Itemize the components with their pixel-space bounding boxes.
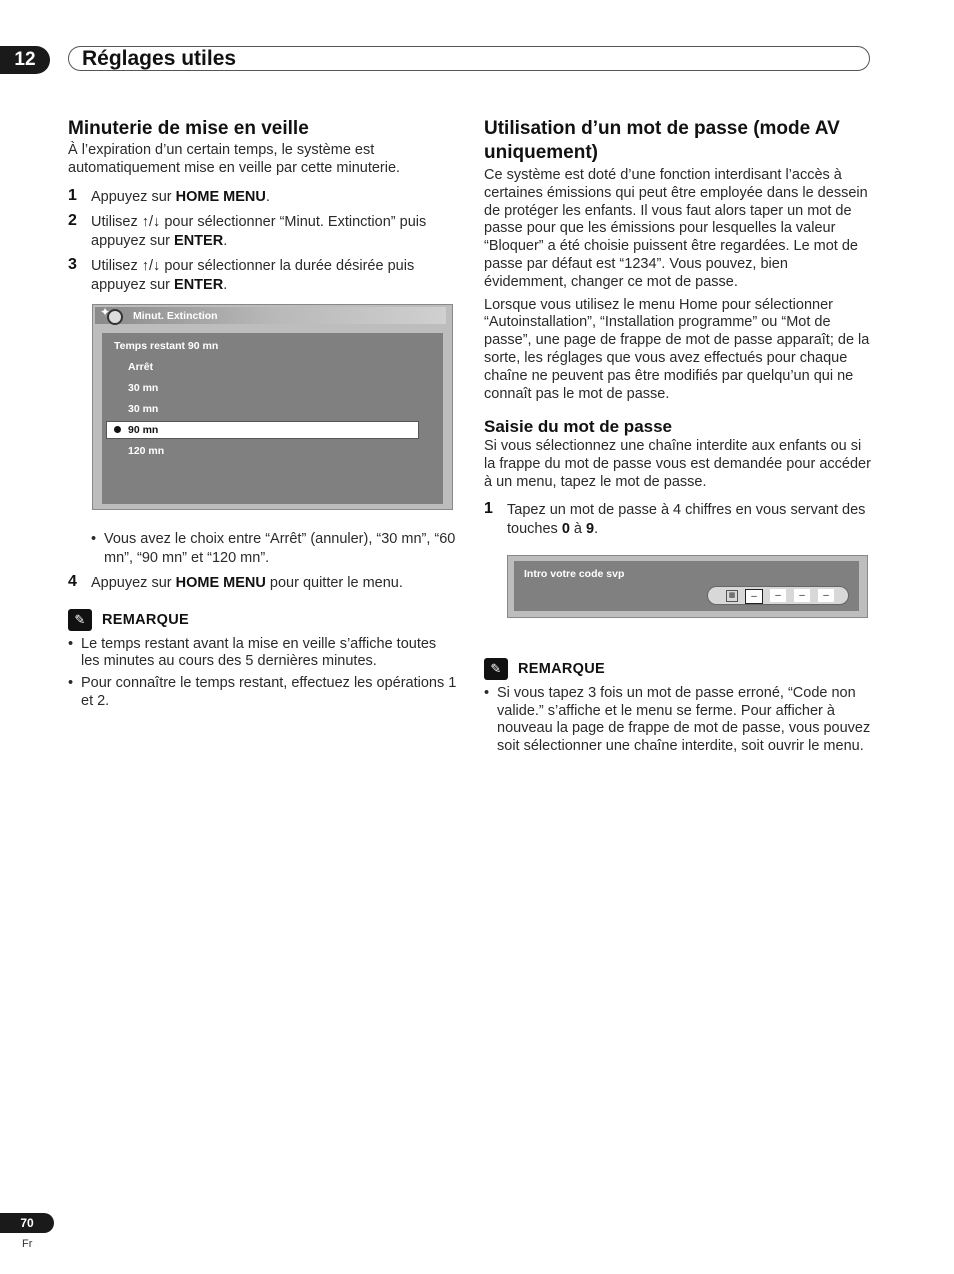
remark-text: Si vous tapez 3 fois un mot de passe erroné, “Code non valide.” s’affiche et le menu se ferme. Pour afficher à nouveau la page de frappe de mot de passe, vous pouvez soit sélectionner une chaîne interdite, soit ouvrir le menu. (497, 684, 871, 755)
step-key: 9 (586, 520, 595, 537)
step-key: ENTER (174, 232, 224, 249)
option-off[interactable]: Arrêt (128, 360, 154, 373)
right-column (484, 117, 874, 756)
step-text-mid: à (569, 520, 587, 537)
choice-bullet (91, 530, 458, 568)
chapter-number: 12 (0, 46, 50, 74)
bullet-text: Vous avez le choix entre “Arrêt” (annuler), “30 mn”, “60 mn”, “90 mn” et “120 mn”. (104, 530, 456, 566)
step-number: 2 (68, 211, 77, 229)
step-text: Utilisez ↑/↓ pour sélectionner “Minut. Extinction” puis appuyez sur (91, 213, 427, 249)
remaining-time: Temps restant 90 mn (114, 339, 219, 352)
remark-label: REMARQUE (102, 611, 189, 628)
remark-item (68, 636, 458, 672)
password-screen (507, 555, 868, 618)
remark-header (68, 609, 458, 631)
section-heading-timer: Minuterie de mise en veille (68, 118, 309, 139)
digit-box-1[interactable]: – (745, 589, 763, 604)
step-text: Tapez un mot de passe à 4 chiffres en vous servant des touches (507, 501, 866, 537)
digit-box-4[interactable]: – (818, 589, 834, 602)
step-key: HOME MENU (175, 188, 266, 205)
sparkle-icon: ✦ (100, 304, 111, 319)
digit-box-3[interactable]: – (794, 589, 810, 602)
remark-text: Pour connaître le temps restant, effectuez les opérations 1 et 2. (81, 675, 457, 709)
step-text-end: . (265, 188, 270, 205)
step-number: 3 (68, 255, 77, 273)
password-input[interactable] (707, 586, 849, 605)
step-text: Appuyez sur (91, 188, 176, 205)
remark-item (68, 675, 458, 711)
step-key: ENTER (174, 276, 224, 293)
step-text-end: pour quitter le menu. (265, 574, 403, 591)
step-number: 1 (484, 499, 493, 517)
step-key: HOME MENU (175, 574, 266, 591)
digit-box-2[interactable]: – (770, 589, 786, 602)
option-30[interactable]: 30 mn (128, 381, 159, 394)
left-column (68, 117, 458, 711)
step-1 (68, 188, 458, 207)
note-pencil-icon: ✎ (68, 609, 92, 631)
step-text-end: . (594, 520, 599, 537)
step-2 (68, 213, 458, 251)
password-para-2: Lorsque vous utilisez le menu Home pour sélectionner “Autoinstallation”, “Installation programme” ou “Mot de passe”, une page de frappe de mot de passe apparaît; de la sorte, les réglages que vous avez effectués pour chaque chaîne ne peuvent pas être modifiés par quelqu’un qui ne connaît pas le mot de passe. (484, 296, 870, 402)
section-heading-password: Utilisation d’un mot de passe (mode AV uniquement) (484, 118, 840, 163)
page-number: 70 (0, 1213, 54, 1233)
step-3 (68, 257, 458, 295)
screen-panel (102, 333, 443, 504)
remark-item (484, 685, 874, 756)
step-text: Appuyez sur (91, 574, 176, 591)
option-120[interactable]: 120 mn (128, 444, 165, 457)
step-4 (68, 574, 458, 593)
step-text-end: . (223, 232, 228, 249)
selected-dot-icon (114, 426, 121, 433)
remark-header (484, 658, 874, 680)
keypad-icon: ▦ (726, 590, 738, 602)
option-label: 90 mn (128, 423, 159, 436)
step-number: 1 (68, 186, 77, 204)
password-step-1 (484, 501, 874, 539)
option-30b[interactable]: 30 mn (128, 402, 159, 415)
language-code: Fr (22, 1238, 33, 1250)
timer-menu-screen (92, 304, 453, 510)
note-pencil-icon: ✎ (484, 658, 508, 680)
subheading-enter-password: Saisie du mot de passe (484, 417, 673, 437)
remark-label: REMARQUE (518, 660, 605, 677)
option-90-selected[interactable] (106, 421, 419, 439)
step-number: 4 (68, 572, 77, 590)
step-text: Utilisez ↑/↓ pour sélectionner la durée désirée puis appuyez sur (91, 257, 415, 293)
chapter-title: Réglages utiles (82, 47, 237, 70)
screen-panel (514, 561, 859, 611)
step-text-end: . (223, 276, 228, 293)
step-key: 0 (561, 520, 570, 537)
password-para-3: Si vous sélectionnez une chaîne interdite aux enfants ou si la frappe du mot de passe vous est demandée pour accéder à un menu, tapez le mot de passe. (484, 438, 871, 490)
password-para-1: Ce système est doté d’une fonction interdisant l’accès à certaines émissions qui peut être employée dans le dessein de protéger les enfants. Il vous faut alors taper un mot de passe pour que les émissions pour lesquelles la valeur “Bloquer” a été choisie puissent être regardées. Le mot de passe par défaut est “1234”. Vous pouvez, bien évidemment, changer ce mot de passe. (484, 167, 868, 290)
remark-text: Le temps restant avant la mise en veille s’affiche toutes les minutes au cours des 5 dernières minutes. (81, 635, 437, 670)
password-prompt: Intro votre code svp (524, 567, 625, 580)
timer-intro: À l’expiration d’un certain temps, le système est automatiquement mise en veille par cette minuterie. (68, 142, 401, 176)
screen-title: Minut. Extinction (133, 309, 218, 322)
